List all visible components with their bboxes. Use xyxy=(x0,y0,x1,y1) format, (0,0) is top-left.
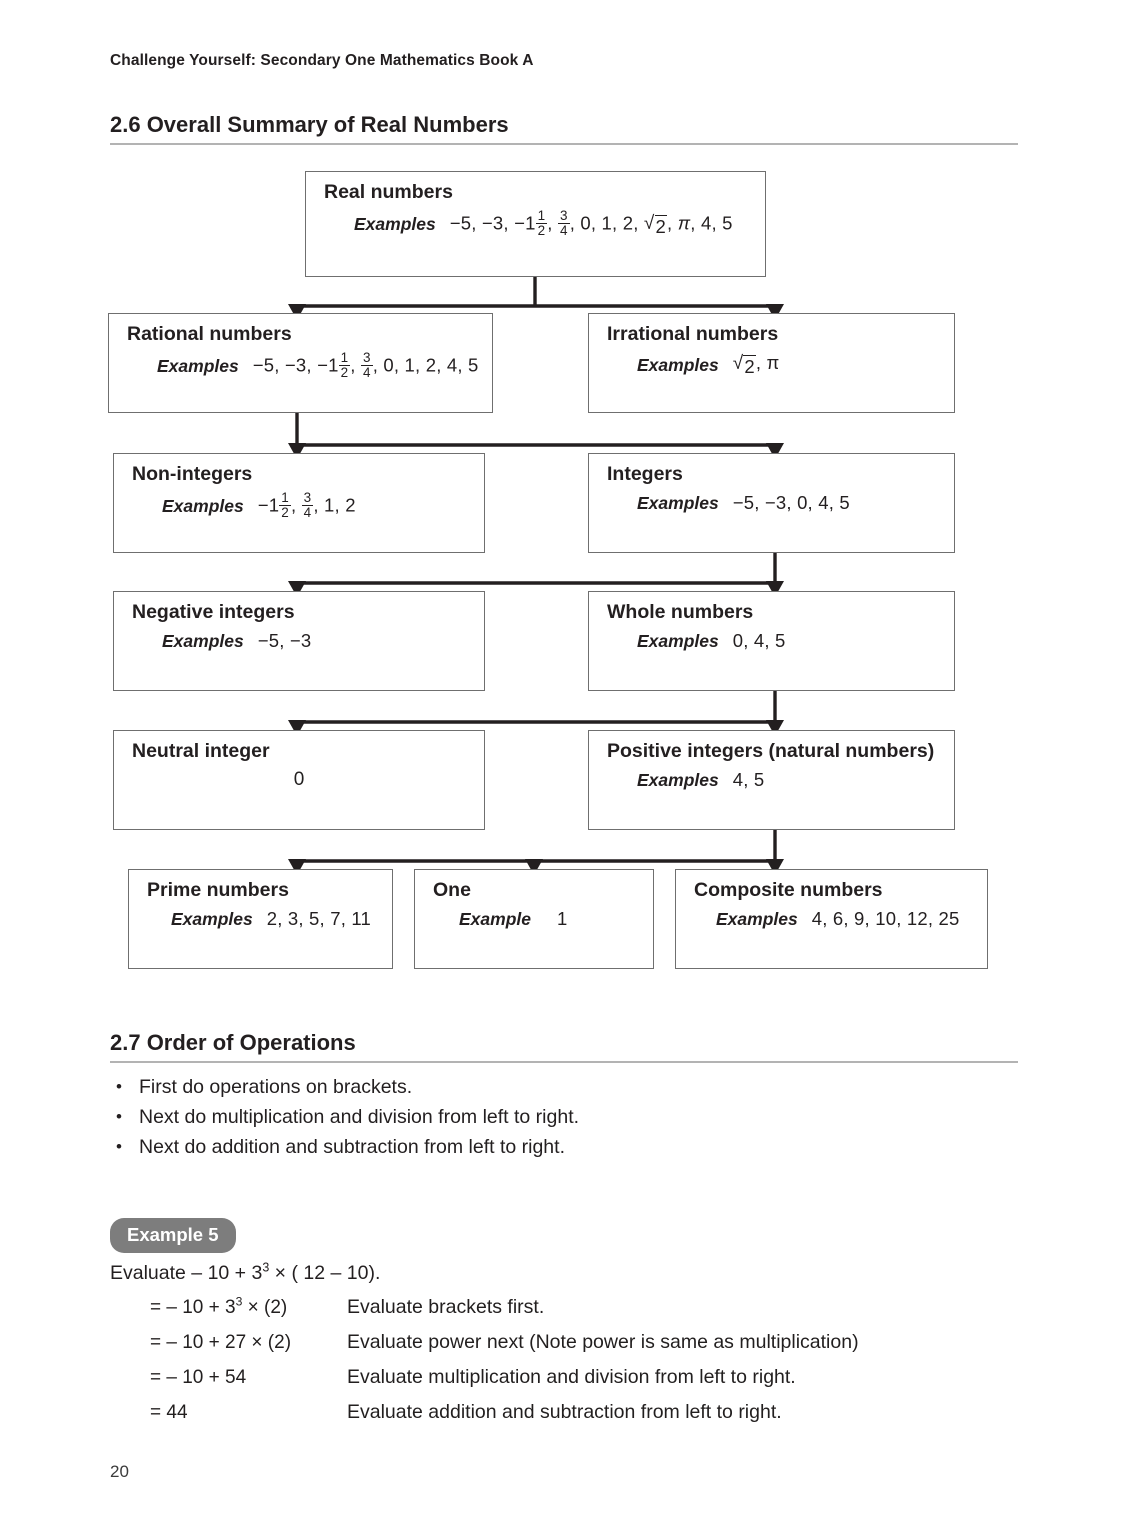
examples-values: 1 xyxy=(556,908,568,929)
flow-box-examples xyxy=(637,769,764,791)
flow-box-one xyxy=(414,869,654,969)
order-of-operations-list xyxy=(110,1072,1010,1162)
flow-box-neutral-integer xyxy=(113,730,485,830)
examples-label: Examples xyxy=(716,908,798,929)
step-expression: = – 10 + 54 xyxy=(150,1367,247,1388)
examples-label: Example xyxy=(459,908,531,929)
examples-values: √ 2 , π xyxy=(732,352,780,377)
flow-box-composite-numbers xyxy=(675,869,988,969)
step-reason: Evaluate brackets first. xyxy=(347,1296,545,1318)
step-reason: Evaluate power next (Note power is same as multiplication) xyxy=(347,1331,859,1353)
list-item: • First do operations on brackets. xyxy=(110,1072,1010,1102)
examples-values: 0, 4, 5 xyxy=(732,630,786,651)
flow-box-title: Real numbers xyxy=(324,181,453,203)
fraction-one-half: $\frac{1}{2}$ xyxy=(281,490,289,521)
step-reason: Evaluate addition and subtraction from left to right. xyxy=(347,1401,782,1423)
flow-box-examples xyxy=(637,492,850,514)
flow-box-title: Prime numbers xyxy=(147,879,289,901)
flow-box-examples xyxy=(716,908,960,930)
step-row xyxy=(150,1296,859,1331)
examples-values: 2, 3, 5, 7, 11 xyxy=(266,908,371,929)
flow-box-negative-integers xyxy=(113,591,485,691)
fraction-one-half: $\frac{1}{2}$ xyxy=(340,350,349,381)
flow-box-title: Neutral integer xyxy=(132,740,270,762)
section-heading-2-7: 2.7 Order of Operations xyxy=(110,1030,1018,1063)
flow-box-real-numbers xyxy=(305,171,766,277)
step-row xyxy=(150,1401,859,1436)
flow-box-title: Irrational numbers xyxy=(607,323,779,345)
running-head: Challenge Yourself: Secondary One Mathematics Book A xyxy=(110,52,534,69)
flow-box-positive-integers xyxy=(588,730,955,830)
flow-box-title: Non-integers xyxy=(132,463,253,485)
flow-box-examples xyxy=(162,630,311,652)
examples-label: Examples xyxy=(354,214,436,235)
examples-values: 4, 5 xyxy=(732,769,765,790)
example-steps xyxy=(150,1296,859,1436)
flow-box-title: One xyxy=(433,879,471,901)
step-row xyxy=(150,1366,859,1401)
radical-root-two: √ 2 xyxy=(643,213,667,238)
flow-box-title: Whole numbers xyxy=(607,601,754,623)
examples-label: Examples xyxy=(637,630,719,651)
examples-label: Examples xyxy=(162,630,244,651)
flow-box-examples xyxy=(637,352,780,378)
examples-values: −5, −3, −1 $\frac{1}{2}$ , $\frac{3}{4}$ , 0, 1, 2, 4, 5 xyxy=(252,350,479,381)
step-expression: = – $10 + 3^3 \times (2)$ xyxy=(150,1294,288,1318)
flow-box-title: Positive integers (natural numbers) xyxy=(607,740,935,762)
examples-label: Examples xyxy=(637,492,719,513)
fraction-three-quarters: $\frac{3}{4}$ xyxy=(303,490,312,521)
step-expression: = 44 xyxy=(150,1402,188,1423)
flow-box-examples xyxy=(162,492,356,521)
examples-label: Examples xyxy=(157,356,239,377)
flow-box-value: 0 xyxy=(293,769,305,790)
flow-box-title: Composite numbers xyxy=(694,879,883,901)
flow-box-examples xyxy=(171,908,371,930)
flow-box-integers xyxy=(588,453,955,553)
flow-box-rational-numbers xyxy=(108,313,493,413)
list-item: • Next do addition and subtraction from left to right. xyxy=(110,1132,1010,1162)
example-badge: Example 5 xyxy=(110,1218,236,1253)
examples-label: Examples xyxy=(637,769,719,790)
list-item: • Next do multiplication and division from left to right. xyxy=(110,1102,1010,1132)
flow-box-irrational-numbers xyxy=(588,313,955,413)
flow-box-title: Negative integers xyxy=(132,601,295,623)
examples-values: −1 $\frac{1}{2}$ , $\frac{3}{4}$ , 1, 2 xyxy=(257,490,356,521)
step-expression: = – 10 + 27 × (2) xyxy=(150,1332,292,1353)
step-row xyxy=(150,1331,859,1366)
examples-values: −5, −3, −1 $\frac{1}{2}$ , $\frac{3}{4}$ , 0, 1, 2, √ 2 , π, 4, 5 xyxy=(449,208,733,239)
flow-box-examples xyxy=(157,352,479,381)
flow-box-title: Integers xyxy=(607,463,683,485)
flow-box-title: Rational numbers xyxy=(127,323,292,345)
fraction-one-half: $\frac{1}{2}$ xyxy=(537,208,546,239)
flow-box-whole-numbers xyxy=(588,591,955,691)
flow-box-examples xyxy=(459,908,567,930)
examples-label: Examples xyxy=(171,908,253,929)
examples-values: 4, 6, 9, 10, 12, 25 xyxy=(811,908,960,929)
radical-root-two: √ 2 xyxy=(732,353,755,377)
flow-box-examples xyxy=(354,210,733,239)
flow-box-non-integers xyxy=(113,453,485,553)
example-prompt: Evaluate – $10 + 3^3$ × ( 12 – 10). xyxy=(110,1260,381,1284)
examples-values: −5, −3 xyxy=(257,630,312,651)
flow-box-examples xyxy=(637,630,786,652)
examples-label: Examples xyxy=(637,354,719,375)
examples-values: −5, −3, 0, 4, 5 xyxy=(732,492,850,513)
section-heading-2-6: 2.6 Overall Summary of Real Numbers xyxy=(110,112,1018,145)
examples-label: Examples xyxy=(162,496,244,517)
step-reason: Evaluate multiplication and division from left to right. xyxy=(347,1366,796,1388)
fraction-three-quarters: $\frac{3}{4}$ xyxy=(559,208,568,239)
page-number: 20 xyxy=(110,1462,129,1481)
fraction-three-quarters: $\frac{3}{4}$ xyxy=(362,350,371,381)
flow-box-prime-numbers xyxy=(128,869,393,969)
